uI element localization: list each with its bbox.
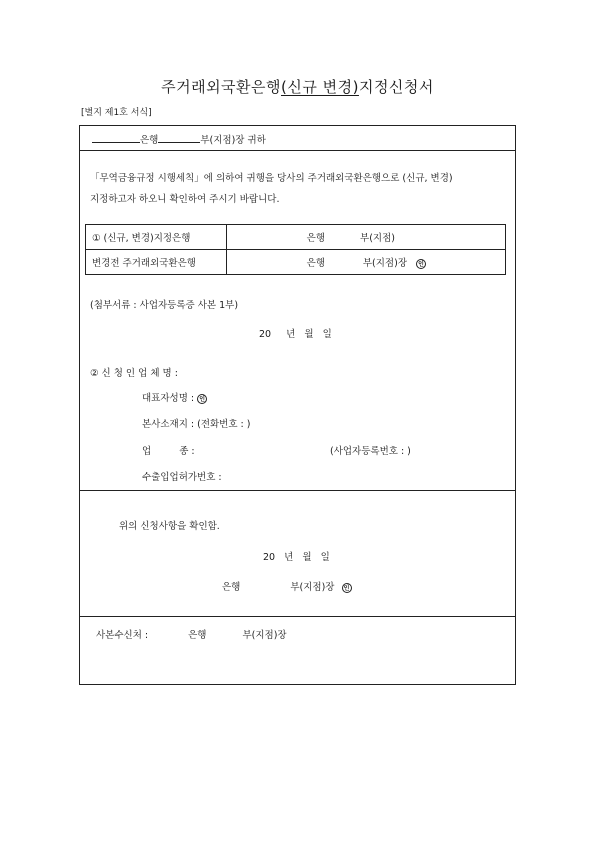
representative-label: 대표자성명 : bbox=[142, 393, 195, 404]
date-day-label: 일 bbox=[322, 329, 332, 340]
business-reg-field[interactable]: (사업자등록번호 : ) bbox=[330, 446, 411, 457]
confirm-text: 위의 신청사항을 확인함. bbox=[119, 521, 220, 532]
seal-icon: 인 bbox=[416, 259, 426, 269]
bank-table-label: ① (신규, 변경)지정은행 bbox=[86, 225, 227, 250]
industry-field[interactable] bbox=[142, 443, 195, 457]
bank-table-branch: 부(지점)장 bbox=[362, 258, 407, 269]
bank-table bbox=[85, 224, 506, 275]
title-underlined: (신규 변경) bbox=[281, 78, 359, 96]
branch-name-blank[interactable] bbox=[158, 133, 200, 143]
confirm-signature bbox=[222, 579, 352, 593]
confirm-bank: 은행 bbox=[222, 582, 241, 593]
seal-icon: 인 bbox=[197, 394, 207, 404]
date-month-label: 월 bbox=[302, 552, 312, 563]
address-field[interactable]: 본사소재지 : (전화번호 : ) bbox=[142, 419, 251, 430]
date-month-label: 월 bbox=[304, 329, 314, 340]
date-year: 20 bbox=[259, 329, 272, 340]
confirm-branch: 부(지점)장 bbox=[290, 582, 335, 593]
addressee-divider bbox=[79, 150, 516, 151]
title-prefix: 주거래외국환은행 bbox=[161, 78, 282, 96]
form-frame bbox=[79, 125, 516, 685]
title-suffix: 지정신청서 bbox=[358, 78, 434, 96]
date-year-label: 년 bbox=[284, 552, 294, 563]
attachments-note: (첨부서류 : 사업자등록증 사본 1부) bbox=[90, 300, 239, 311]
bank-table-value[interactable] bbox=[227, 225, 506, 250]
license-field[interactable]: 수출입업허가번호 : bbox=[142, 472, 222, 483]
copy-recipient-branch: 부(지점)장 bbox=[242, 630, 287, 641]
date-day-label: 일 bbox=[320, 552, 330, 563]
table-row bbox=[86, 250, 506, 275]
confirm-divider bbox=[79, 490, 516, 491]
applicant-heading: ② 신 청 인 업 체 명 : bbox=[90, 368, 178, 379]
date-year-label: 년 bbox=[286, 329, 296, 340]
application-date bbox=[259, 326, 332, 340]
copy-divider bbox=[79, 616, 516, 617]
seal-icon: 인 bbox=[342, 583, 352, 593]
bank-table-label: 변경전 주거래외국환은행 bbox=[86, 250, 227, 275]
page-title bbox=[0, 76, 595, 97]
industry-label-a: 업 bbox=[142, 446, 152, 457]
addressee-bank: 은행 bbox=[140, 135, 159, 146]
bank-table-bank: 은행 bbox=[306, 233, 325, 244]
intro-line-2: 지정하고자 하오니 확인하여 주시기 바랍니다. bbox=[90, 194, 280, 205]
copy-recipient-label: 사본수신처 : bbox=[96, 630, 149, 641]
addressee-line bbox=[92, 132, 266, 146]
date-year: 20 bbox=[263, 552, 276, 563]
representative-field[interactable] bbox=[142, 390, 207, 404]
copy-recipient-bank: 은행 bbox=[188, 630, 207, 641]
intro-line-1: 「무역금융규정 시행세칙」에 의하여 귀행을 당사의 주거래외국환은행으로 (신규, 변경) bbox=[90, 173, 453, 184]
bank-table-value[interactable] bbox=[227, 250, 506, 275]
form-number-label: [별지 제1호 서식] bbox=[81, 108, 152, 118]
bank-name-blank[interactable] bbox=[92, 133, 140, 143]
industry-label-b: 종 : bbox=[179, 446, 195, 457]
addressee-branch: 부(지점)장 귀하 bbox=[200, 135, 266, 146]
table-row bbox=[86, 225, 506, 250]
bank-table-branch: 부(지점) bbox=[360, 233, 395, 244]
copy-recipient bbox=[96, 627, 287, 641]
confirm-date bbox=[263, 549, 330, 563]
bank-table-bank: 은행 bbox=[306, 258, 325, 269]
